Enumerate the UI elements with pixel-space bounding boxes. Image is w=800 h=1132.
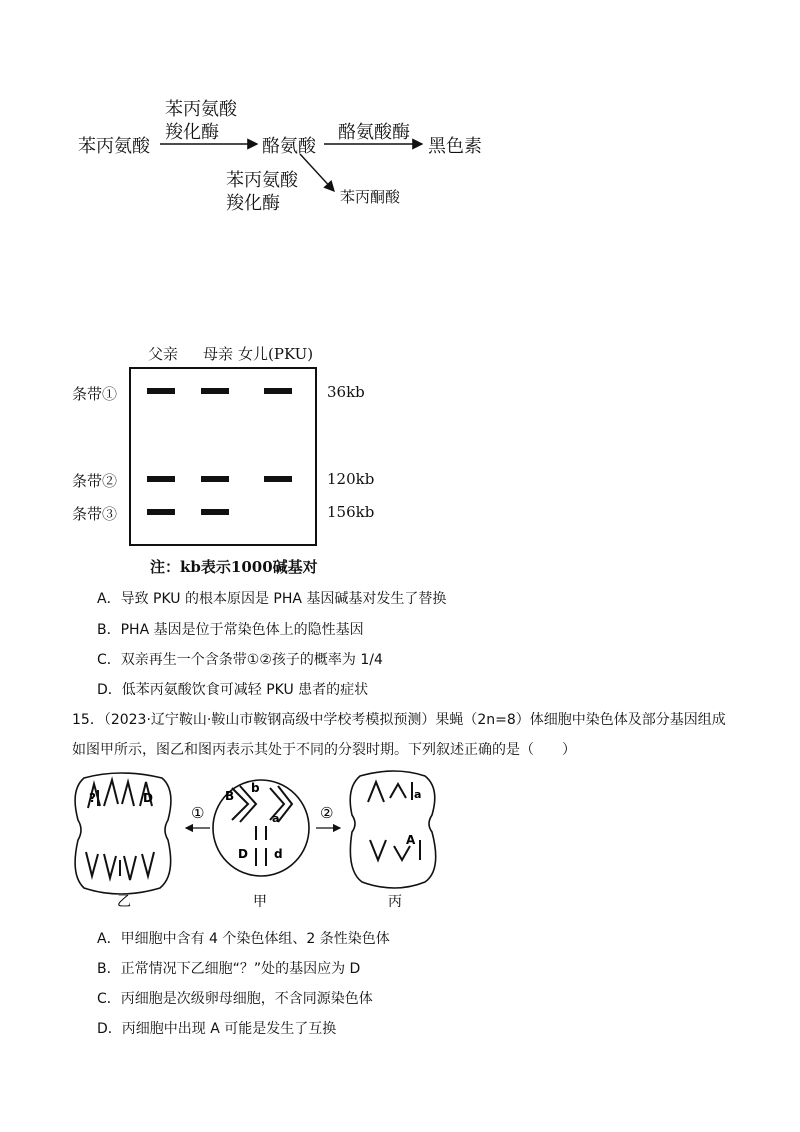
pathway-enzyme1-line2: 羧化酶: [165, 122, 219, 143]
gel-col-mother: 母亲: [203, 345, 234, 363]
gene-D-yi: D: [143, 791, 153, 805]
q14-option-a: A．导致 PKU 的根本原因是 PHA 基因碱基对发生了替换: [97, 591, 447, 607]
pathway-side-product: 苯丙酮酸: [340, 188, 401, 206]
band-label-1: 条带①: [72, 385, 118, 403]
pathway-product: 黑色素: [428, 136, 482, 157]
pathway-enzyme3-line1: 苯丙氨酸: [226, 170, 298, 191]
gene-b: b: [251, 781, 260, 795]
band-size-1: 36kb: [327, 383, 365, 401]
pathway-enzyme3-line2: 羧化酶: [226, 193, 280, 214]
q15-stem-line1: 15．（2023·辽宁鞍山·鞍山市鞍钢高级中学校考模拟预测）果蝇（2n=8）体细胞中染色体及部分基因组成: [72, 712, 726, 728]
band-2-father: [147, 476, 175, 482]
cell-division-figure: [0, 760, 800, 910]
band-2-daughter: [264, 476, 292, 482]
gene-A-bing: A: [406, 833, 416, 847]
gel-note: 注：kb表示1000碱基对: [150, 558, 318, 576]
band-3-mother: [201, 509, 229, 515]
gene-d: d: [274, 847, 283, 861]
q15-stem-line2: 如图甲所示，图乙和图丙表示其处于不同的分裂时期。下列叙述正确的是（ ）: [72, 742, 576, 758]
pathway-intermediate: 酪氨酸: [262, 136, 316, 157]
q15-option-a: A．甲细胞中含有 4 个染色体组、2 条性染色体: [97, 931, 390, 947]
q15-option-b: B．正常情况下乙细胞“？”处的基因应为 D: [97, 961, 361, 977]
cell-label-yi: 乙: [117, 894, 131, 910]
arrow-label-1: ①: [191, 804, 205, 822]
band-label-3: 条带③: [72, 505, 118, 523]
gene-a-bing: a: [414, 788, 422, 801]
band-2-mother: [201, 476, 229, 482]
q14-option-c: C．双亲再生一个含条带①②孩子的概率为 1/4: [97, 652, 383, 668]
pathway-substrate: 苯丙氨酸: [78, 136, 150, 157]
cell-bing-outline: [350, 771, 436, 888]
gel-col-daughter: 女儿(PKU): [238, 345, 314, 363]
q15-option-c: C．丙细胞是次级卵母细胞，不含同源染色体: [97, 991, 373, 1007]
gene-a-jia: a: [272, 812, 280, 825]
gel-col-father: 父亲: [148, 345, 179, 363]
band-label-2: 条带②: [72, 472, 118, 490]
gene-B: B: [225, 789, 235, 803]
bing-chromosomes: [368, 782, 420, 860]
band-3-father: [147, 509, 175, 515]
band-1-mother: [201, 388, 229, 394]
q14-option-b: B．PHA 基因是位于常染色体上的隐性基因: [97, 622, 364, 638]
q14-option-d: D．低苯丙氨酸饮食可减轻 PKU 患者的症状: [97, 682, 369, 698]
cell-label-jia: 甲: [253, 894, 267, 910]
pathway-arrows: [0, 0, 800, 230]
gene-q: ?: [89, 791, 96, 805]
pathway-enzyme2: 酪氨酸酶: [338, 122, 410, 143]
q15-option-d: D．丙细胞中出现 A 可能是发生了互换: [97, 1021, 337, 1037]
arrow-to-phenylpyruvate: [300, 154, 334, 191]
band-size-3: 156kb: [327, 503, 375, 521]
yi-bottom-chromosomes: [86, 852, 154, 880]
band-1-daughter: [264, 388, 292, 394]
pathway-enzyme1-line1: 苯丙氨酸: [165, 99, 237, 120]
cell-label-bing: 丙: [388, 894, 402, 910]
band-1-father: [147, 388, 175, 394]
gene-D-jia: D: [238, 847, 248, 861]
band-size-2: 120kb: [327, 470, 375, 488]
arrow-label-2: ②: [320, 804, 334, 822]
